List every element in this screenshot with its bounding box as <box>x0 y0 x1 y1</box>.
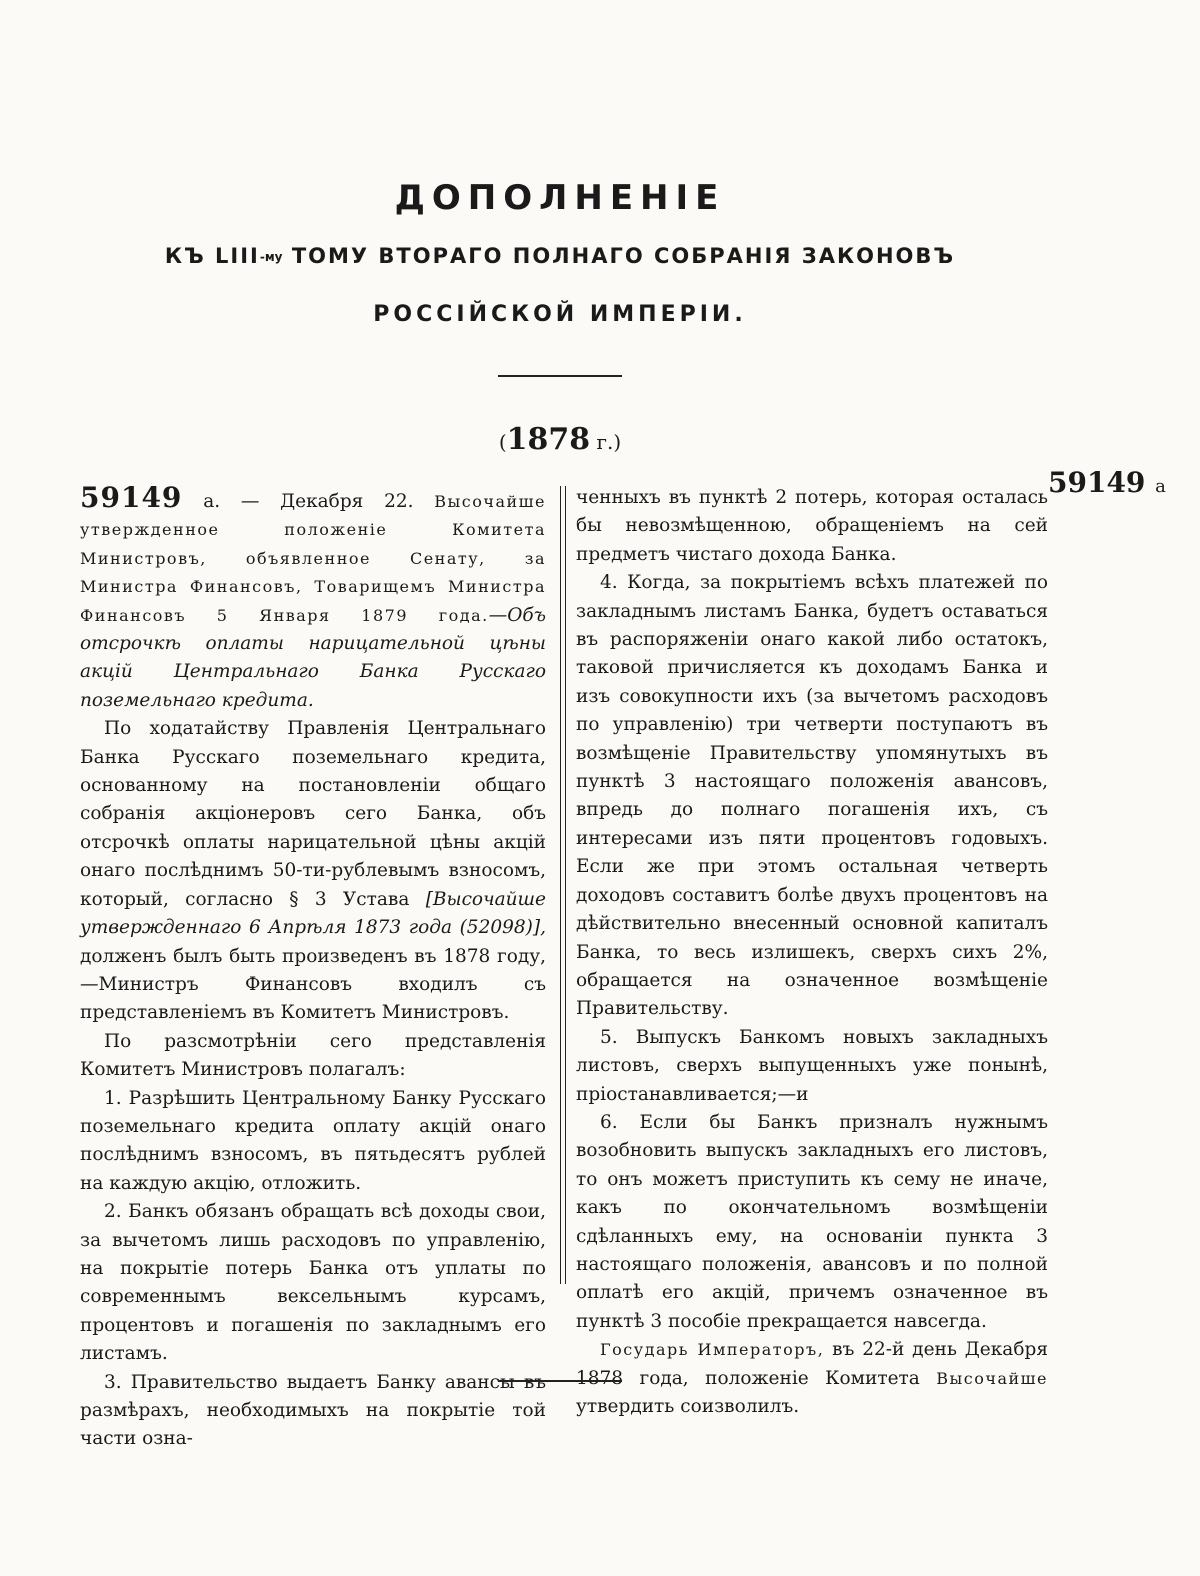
law-subject: —Объ отсрочкѣ оплаты нарицательной цѣны акцій Центральнаго Банка Русскаго поземельнаго кредита. <box>80 604 546 711</box>
paragraph-1-text-end: долженъ былъ быть произведенъ въ 1878 году,—Министръ Финансовъ входилъ съ представленіемъ въ Комитетъ Министровъ. <box>80 945 546 1024</box>
paragraph-1-citation: [Высочайше утвержденнаго 6 Апрѣля 1873 года <box>80 888 546 939</box>
year-heading <box>0 422 1120 457</box>
bottom-rule <box>498 1380 622 1382</box>
paragraph-point-6: 6. Если бы Банкъ призналъ нужнымъ возобновить выпускъ закладныхъ его листовъ, то онъ можетъ приступить къ сему не иначе, какъ по окончательномъ возмѣщеніи сдѣланныхъ ему, на основаніи пункта 3 настоящаго положенія, авансовъ и по полной оплатѣ его акцій, причемъ означенное въ пунктѣ 3 пособіе прекращается навсегда. <box>576 1111 1048 1332</box>
year-open-paren: ( <box>498 430 507 454</box>
document-title: ДОПОЛНЕНІЕ <box>394 178 726 218</box>
subtitle-prefix: КЪ LIII <box>164 244 260 268</box>
right-column <box>576 484 1048 1421</box>
paragraph-1-citation-number: (52098)], <box>459 917 546 939</box>
law-authority: Высочайше утвержденное положеніе Комитета Министровъ, объявленное Сенату, за Министра Финансовъ, Товарищемъ Министра Финансовъ 5 Января 1879 года. <box>80 492 546 625</box>
margin-law-number <box>1048 466 1166 499</box>
year-suffix: г.) <box>596 430 622 454</box>
paragraph-point-1: 1. Разрѣшить Центральному Банку Русскаго поземельнаго кредита оплату акцій онаго послѣднимъ взносомъ, въ пятьдесятъ рублей на каждую акцію, отложить. <box>80 1087 546 1194</box>
law-number: 59149 <box>80 481 183 514</box>
paragraph-point-5: 5. Выпускъ Банкомъ новыхъ закладныхъ листовъ, сверхъ выпущенныхъ уже понынѣ, пріостанавливается;—и <box>576 1026 1048 1105</box>
paragraph-1 <box>80 715 546 1027</box>
document-subtitle-2: РОССІЙСКОЙ ИМПЕРІИ. <box>373 302 747 327</box>
paragraph-point-3: 3. Правительство выдаетъ Банку авансы въ размѣрахъ, необходимыхъ на покрытіе той части озна- <box>80 1371 546 1450</box>
subtitle-rest: ТОМУ ВТОРАГО ПОЛНАГО СОБРАНІЯ ЗАКОНОВЪ <box>291 244 956 268</box>
top-rule <box>498 375 622 377</box>
paragraph-point-2: 2. Банкъ обязанъ обращать всѣ доходы свои, за вычетомъ лишь расходовъ по управленію, на покрытіе потерь Банка отъ уплаты по современнымъ вексельнымъ курсамъ, процентовъ и погашенія по закладнымъ его листамъ. <box>80 1201 546 1365</box>
margin-number: 59149 <box>1048 466 1146 499</box>
left-column <box>80 481 546 1454</box>
paragraph-point-4: 4. Когда, за покрытіемъ всѣхъ платежей по закладнымъ листамъ Банка, будетъ оставаться въ распоряженіи онаго какой либо остатокъ, таковой причисляется къ доходамъ Банка и изъ совокупности ихъ (за вычетомъ расходовъ по управленію) три четверти поступаютъ въ возмѣщеніе Правительству упомянутыхъ въ пунктѣ 3 настоящаго положенія авансовъ, впредь до полнаго погашенія ихъ, съ интересами изъ пяти процентовъ годовыхъ. Если же при этомъ остальная четверть доходовъ составитъ болѣе двухъ процентовъ на дѣйствительно внесенный основной капиталъ Банка, то весь излишекъ, сверхъ сихъ 2%, обращается на означенное возмѣщеніе Правительству. <box>576 572 1048 1020</box>
law-date: а. — Декабря 22. <box>203 491 414 512</box>
approval-emperor: Государь Императоръ, <box>600 1340 825 1360</box>
approval-highest: Высочайше <box>936 1368 1048 1388</box>
law-heading <box>80 481 546 715</box>
document-subtitle <box>0 244 1120 268</box>
year-number: 1878 <box>506 422 591 457</box>
column-divider <box>560 486 566 1284</box>
paragraph-approval <box>576 1336 1048 1421</box>
subtitle-superscript: -му <box>259 250 283 264</box>
approval-text-end: утвердить соизволилъ. <box>576 1396 800 1417</box>
paragraph-2: По разсмотрѣніи сего представленія Комитетъ Министровъ полагалъ: <box>80 1030 546 1081</box>
margin-suffix: а <box>1155 476 1166 497</box>
approval-text: въ 22-й день Декабря 1878 года, положеніе Комитета <box>576 1339 1048 1389</box>
paragraph-continuation: ченныхъ въ пунктѣ 2 потерь, которая осталась бы невозмѣщенною, обращеніемъ на сей предметъ чистаго дохода Банка. <box>576 487 1048 565</box>
paragraph-1-text: По ходатайству Правленія Центральнаго Банка Русскаго поземельнаго кредита, основанному на постановленіи общаго собранія акціонеровъ сего Банка, объ отсрочкѣ оплаты нарицательной цѣны акцій онаго послѣднимъ 50-ти-рублевымъ взносомъ, который, согласно § 3 Устава <box>80 718 546 910</box>
